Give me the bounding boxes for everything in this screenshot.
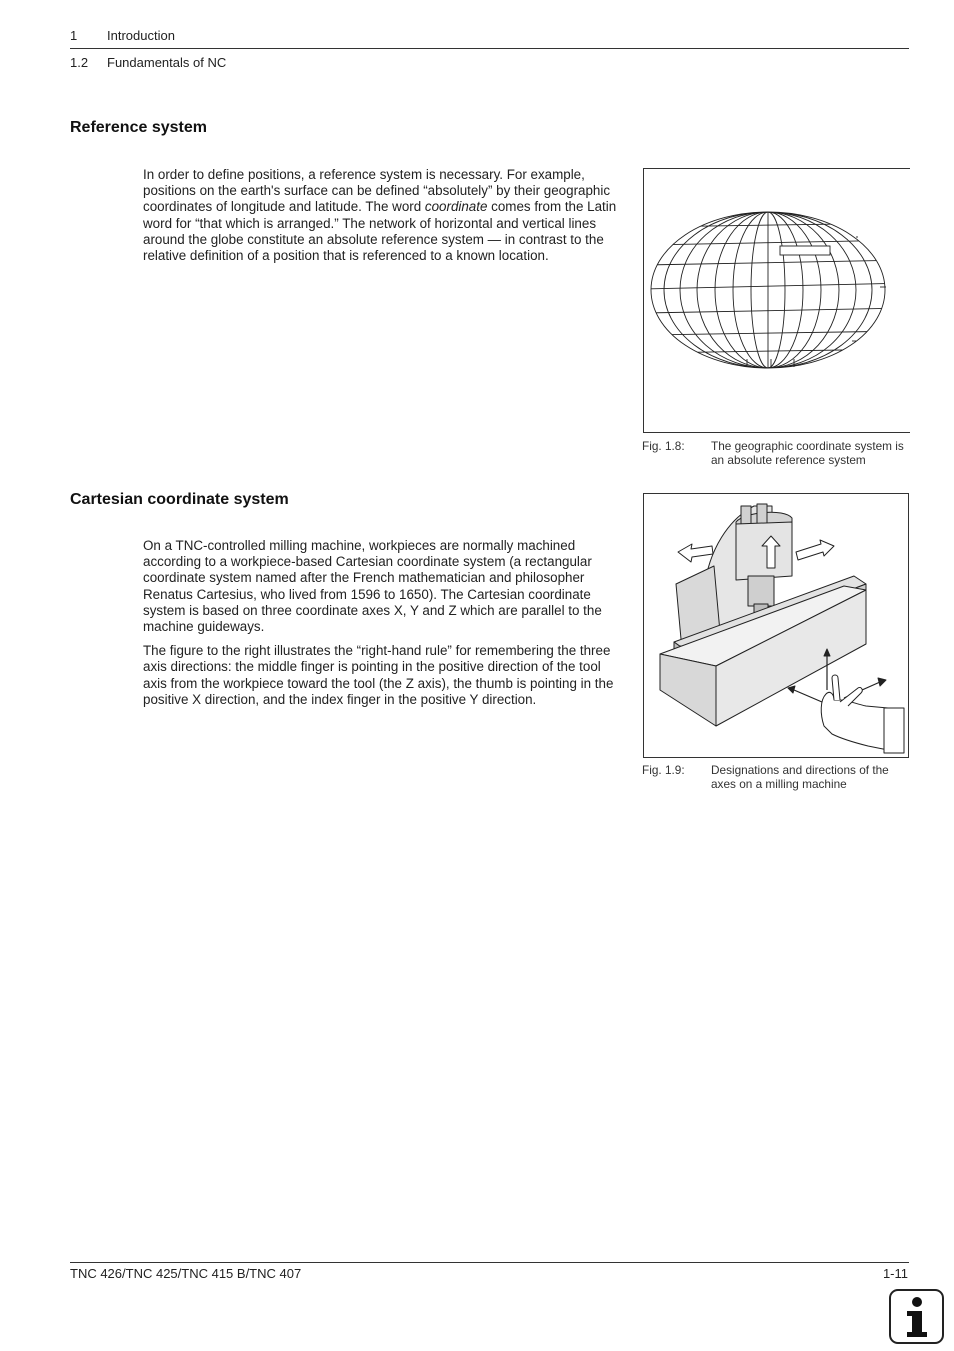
section-header — [70, 55, 226, 70]
footer-models: TNC 426/TNC 425/TNC 415 B/TNC 407 — [70, 1266, 302, 1281]
cartesian-system-text — [143, 538, 619, 716]
cartesian-paragraph-1: On a TNC-controlled milling machine, workpieces are normally machined according to a workpiece-based Cartesian coordinate system (a rectangular coordinate system named after the French mathematician and philosopher Renatus Cartesius, who lived from 1596 to 1650). The Cartesian coordinate system is based on three coordinate axes X, Y and Z which are parallel to the machine guideways. — [143, 538, 602, 635]
figure-label: Fig. 1.8: — [642, 439, 685, 453]
figure-1-8-caption — [642, 439, 912, 469]
cartesian-paragraph-2: The figure to the right illustrates the “right-hand rule” for remembering the three axis directions: the middle finger is pointing in the positive direction of the tool axis from the workpiece toward the tool (the Z axis), the thumb is pointing in the positive X direction, and the index finger in the positive Y direction. — [143, 643, 614, 707]
reference-system-heading: Reference system — [70, 119, 207, 136]
figure-1-9-caption — [642, 763, 912, 793]
section-number: 1.2 — [70, 55, 89, 70]
page-number: 1-11 — [882, 1266, 908, 1281]
figure-caption-text: The geographic coordinate system is an absolute reference system — [711, 439, 904, 467]
footer-divider — [70, 1262, 909, 1263]
reference-system-text — [143, 167, 619, 272]
globe-illustration — [644, 169, 910, 432]
figure-caption-text: Designations and directions of the axes on a milling machine — [711, 763, 889, 791]
milling-machine-illustration — [644, 494, 908, 757]
reference-text-part-b: comes from the Latin word for “that which is arranged.” The network of horizontal and vertical lines around the globe constitute an absolute reference system — in contrast to the relative definition of a position that is referenced to a known location. — [143, 199, 617, 264]
globe-figure — [643, 168, 910, 433]
chapter-header — [70, 28, 175, 43]
figure-label: Fig. 1.9: — [642, 763, 685, 777]
cartesian-system-heading: Cartesian coordinate system — [70, 491, 289, 508]
reference-paragraph — [143, 167, 619, 264]
info-icon — [889, 1289, 944, 1344]
milling-machine-figure — [643, 493, 909, 758]
section-title: Fundamentals of NC — [107, 55, 227, 70]
chapter-number: 1 — [70, 28, 78, 43]
header-divider — [70, 48, 909, 49]
chapter-title: Introduction — [107, 28, 175, 43]
reference-text-part-a: In order to define positions, a reference system is necessary. For example, positions on the earth's surface can be defined “absolutely” by their geographic coordinates of longitude and latitude. The word — [143, 167, 611, 215]
reference-text-emphasis: coordinate — [424, 199, 488, 215]
